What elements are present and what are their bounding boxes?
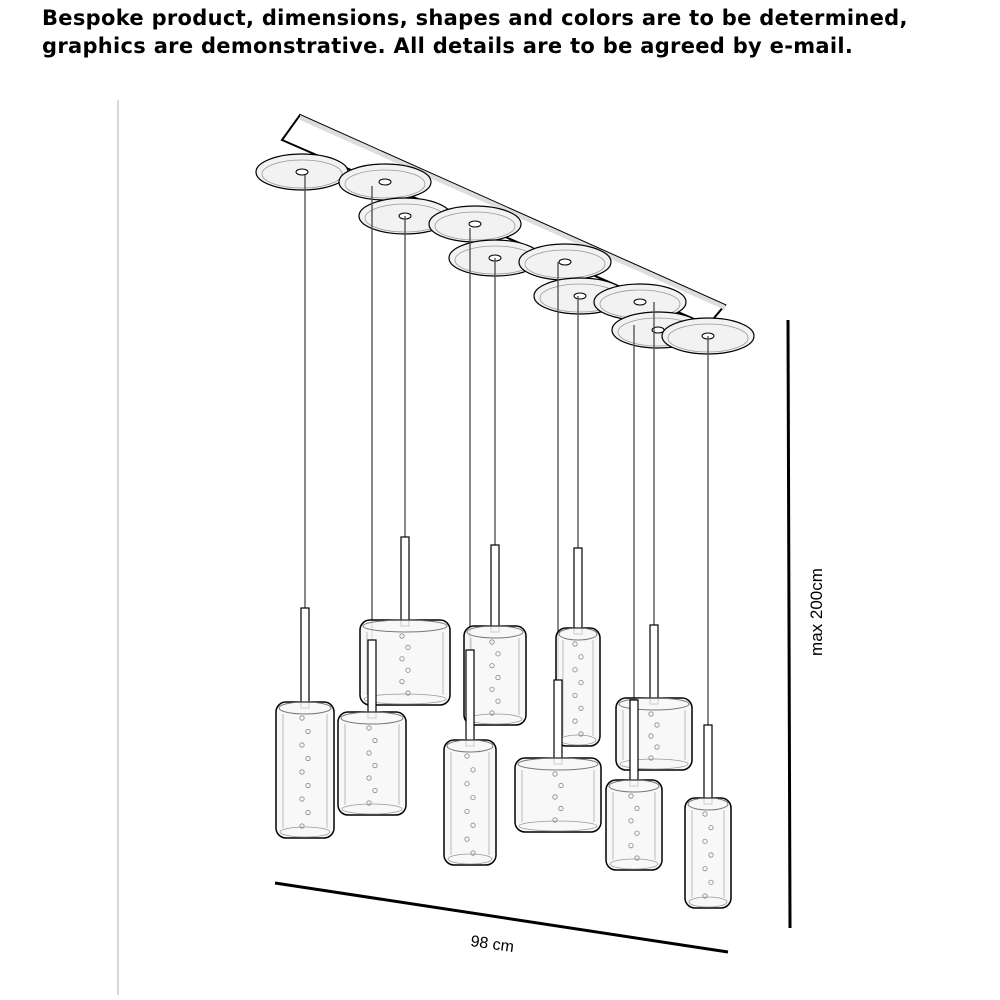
pendant-shade: [276, 608, 334, 838]
pendant-shades: [276, 537, 731, 908]
ceiling-roses: [256, 154, 754, 354]
height-label: max 200cm: [807, 568, 826, 656]
ceiling-rose: [429, 206, 521, 242]
ceiling-rose: [339, 164, 431, 200]
ceiling-rose: [519, 244, 611, 280]
width-dimension: [275, 883, 728, 956]
height-dimension: [788, 320, 826, 928]
disclaimer-note: Bespoke product, dimensions, shapes and colors are to be determined, graphics are demonstrative. All details are to be agreed by e-mail.: [42, 6, 908, 58]
ceiling-rose: [256, 154, 348, 190]
pendant-shade: [616, 625, 692, 770]
width-label: 98 cm: [469, 933, 515, 957]
